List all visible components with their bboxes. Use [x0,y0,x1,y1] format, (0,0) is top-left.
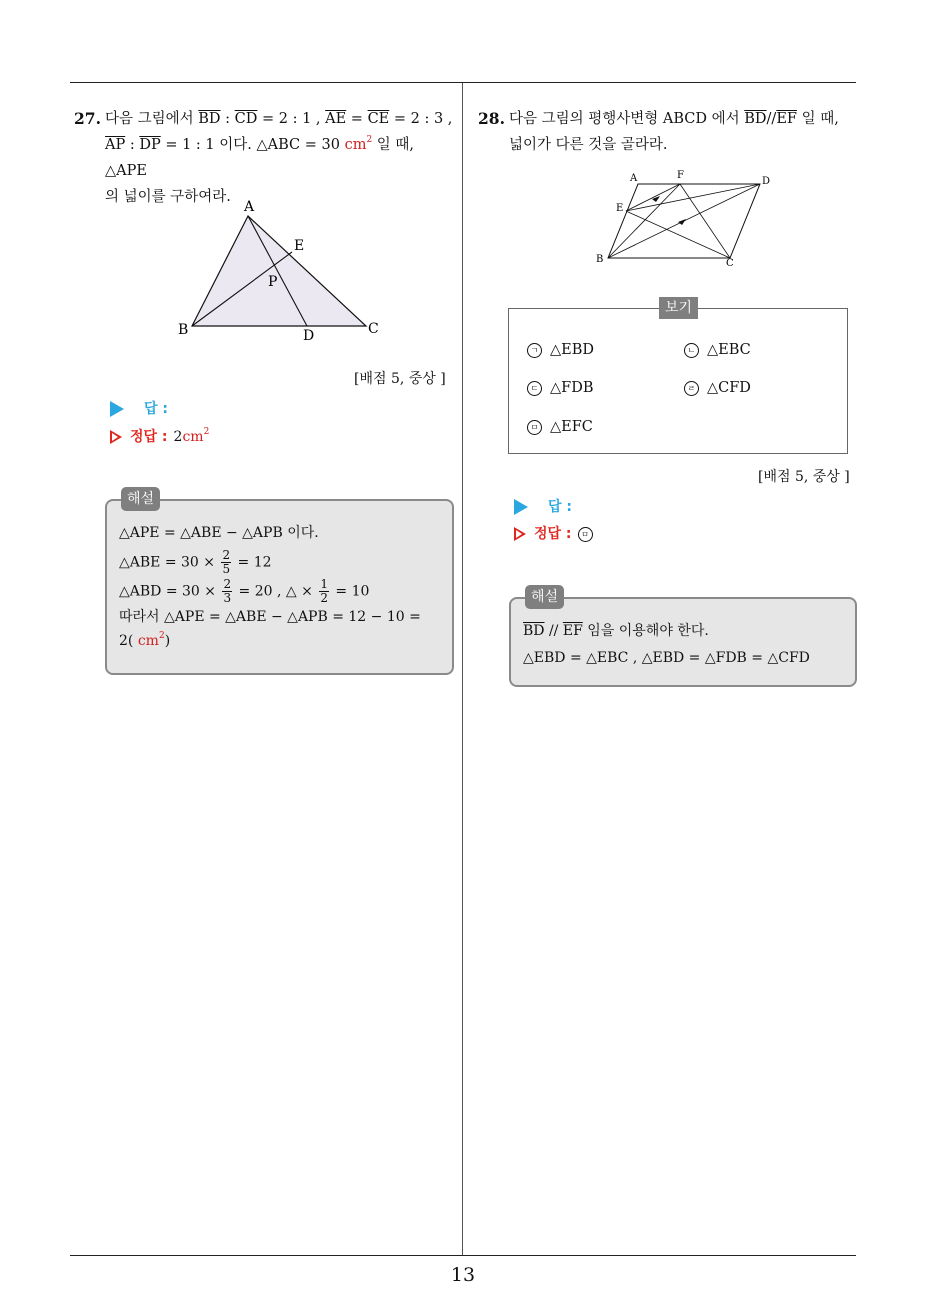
correct-answer-27: 정답 : $2cm^2$ [110,426,209,446]
label-a: A [244,199,255,215]
solution-line-2: △ABE = 30 × $\frac{2}{5}$ = 12 [119,548,272,576]
label-c: C [726,258,734,269]
page-number: 13 [450,1264,476,1286]
question-number: 27. [74,109,101,128]
score-28: [배점 5, 중상 ] [758,469,850,485]
arrow-mark-2 [678,219,686,225]
choices-box [508,300,848,454]
bottom-rule [70,1255,856,1256]
solution-line-2: △EBD = △EBC , △EBD = △FDB = △CFD [523,650,810,666]
label-e: E [616,203,624,214]
question-28 [474,106,864,158]
segment-ef [626,184,680,211]
choice-1[interactable]: ㄱ △EBD [527,342,594,358]
choice-mark: ㄹ [684,381,699,396]
answer-input-28[interactable]: 답 : [514,496,572,516]
choice-mark: ㄱ [527,343,542,358]
solution-tag: 해설 [525,585,564,609]
solution-box-28 [509,589,857,687]
solution-line-4: 따라서 △APE = △ABE − △APB = 12 − 10 = [119,609,421,625]
top-rule [70,82,856,83]
solution-tag: 해설 [121,487,160,511]
solution-line-1: $\overline{BD} // \overline{EF}$ 임을 이용해야 한다. [523,623,709,639]
answer-input-27[interactable]: 답 : [110,398,168,418]
correct-arrow-icon [110,430,122,444]
label-b: B [596,254,604,265]
choice-5[interactable]: ㅁ △EFC [527,419,593,435]
label-b: B [178,322,189,338]
correct-arrow-icon [514,527,526,541]
question-number: 28. [478,109,505,128]
solution-box-27 [105,491,454,675]
label-p: P [268,274,278,290]
choice-mark: ㄴ [684,343,699,358]
choice-2[interactable]: ㄴ △EBC [684,342,751,358]
choice-4[interactable]: ㄹ △CFD [684,380,751,396]
column-divider [462,83,463,1255]
correct-answer-28: 정답 : ㅁ [514,523,593,543]
question-line-2: $\overline{AP}$ : $\overline{DP} = 1$ : 1 이다. △ABC = 30 $cm^2$ 일 때, △APE [105,135,415,179]
solution-line-5: 2( $cm^2$) [119,631,171,649]
label-a: A [630,173,638,184]
choice-mark: ㅁ [527,420,542,435]
view-tag: 보기 [659,297,698,319]
triangle-abc [192,216,366,326]
answer-arrow-icon [514,499,528,515]
segment-ed [626,184,760,211]
answer-arrow-icon [110,401,124,417]
label-e: E [294,238,305,254]
question-line-3: 의 넓이를 구하여라. [105,189,231,205]
question-text [70,106,460,132]
label-d: D [762,176,771,187]
arrow-mark-1 [652,196,660,202]
question-27 [70,106,460,210]
solution-line-3: △ABD = 30 × $\frac{2}{3}$ = 20 , △ × $\frac{1}{2}$ = 10 [119,577,370,605]
question-line-1: 다음 그림의 평행사변형 ABCD 에서 $\overline{BD}//\overline{EF}$ 일 때, [509,111,839,127]
label-d: D [303,328,315,344]
question-line-2: 넓이가 다른 것을 골라라. [509,137,668,153]
label-f: F [677,170,684,181]
triangle-figure [170,196,390,346]
score-27: [배점 5, 중상 ] [354,371,446,387]
choice-3[interactable]: ㄷ △FDB [527,380,594,396]
segment-fb [608,184,680,258]
correct-choice-mark: ㅁ [578,527,593,542]
parallelogram-figure [590,166,790,272]
label-c: C [368,321,379,337]
solution-line-1: △APE = △ABE − △APB 이다. [119,525,319,541]
choice-mark: ㄷ [527,381,542,396]
question-line-1: 다음 그림에서 $\overline{BD}$ : $\overline{CD} = 2$ : 1 , $\overline{AE} = \overline{CE} = 2$ : 3 , [105,111,453,127]
